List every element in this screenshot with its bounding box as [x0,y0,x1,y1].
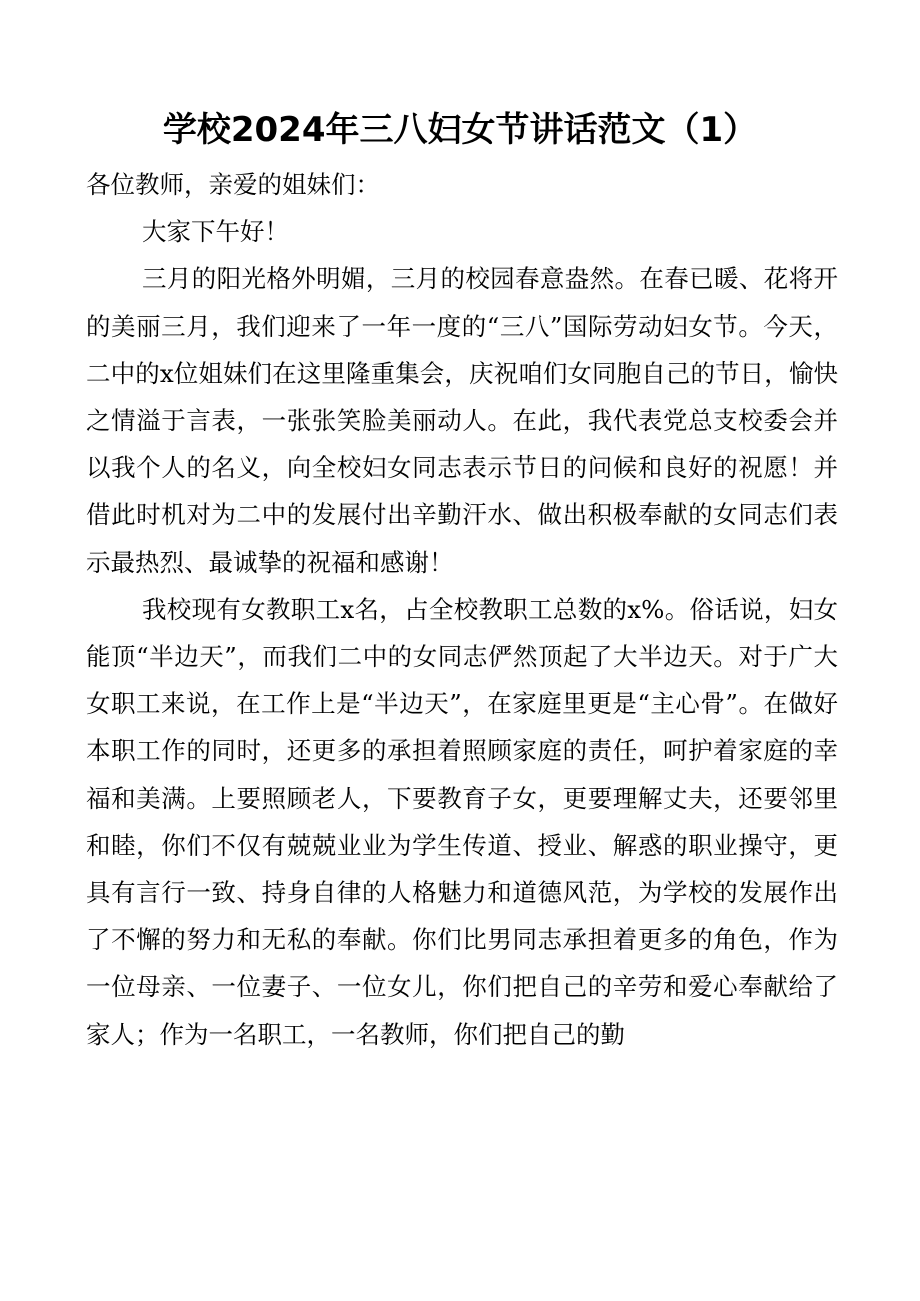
paragraph-greeting: 大家下午好！ [142,217,289,247]
paragraph-staff: 我校现有女教职工x名，占全校教职工总数的x%。俗话说，妇女能顶“半边天”，而我们二中的女同志俨然顶起了大半边天。对于广大女职工来说，在工作上是“半边天”，在家庭里更是“主心骨”。在做好本职工作的同时，还更多的承担着照顾家庭的责任，呵护着家庭的幸福和美满。上要照顾老人，下要教育子女，更要理解丈夫，还要邻里和睦，你们不仅有兢兢业业为学生传道、授业、解惑的职业操守，更具有言行一致、持身自律的人格魅力和道德风范，为学校的发展作出了不懈的努力和无私的奉献。你们比男同志承担着更多的角色，作为一位母亲、一位妻子、一位女儿，你们把自己的辛劳和爱心奉献给了家人；作为一名职工，一名教师，你们把自己的勤 [86,594,838,1049]
salutation: 各位教师，亲爱的姐妹们： [86,170,380,199]
document-body [86,161,838,1058]
paragraph-festival: 三月的阳光格外明媚，三月的校园春意盎然。在春已暖、花将开的美丽三月，我们迎来了一年一度的“三八”国际劳动妇女节。今天，二中的x位姐妹们在这里隆重集会，庆祝咱们女同胞自己的节日，愉快之情溢于言表，一张张笑脸美丽动人。在此，我代表党总支校委会并以我个人的名义，向全校妇女同志表示节日的问候和良好的祝愿！并借此时机对为二中的发展付出辛勤汗水、做出积极奉献的女同志们表示最热烈、最诚挚的祝福和感谢！ [86,264,838,577]
document-title: 学校2024年三八妇女节讲话范文（1） [162,110,758,150]
